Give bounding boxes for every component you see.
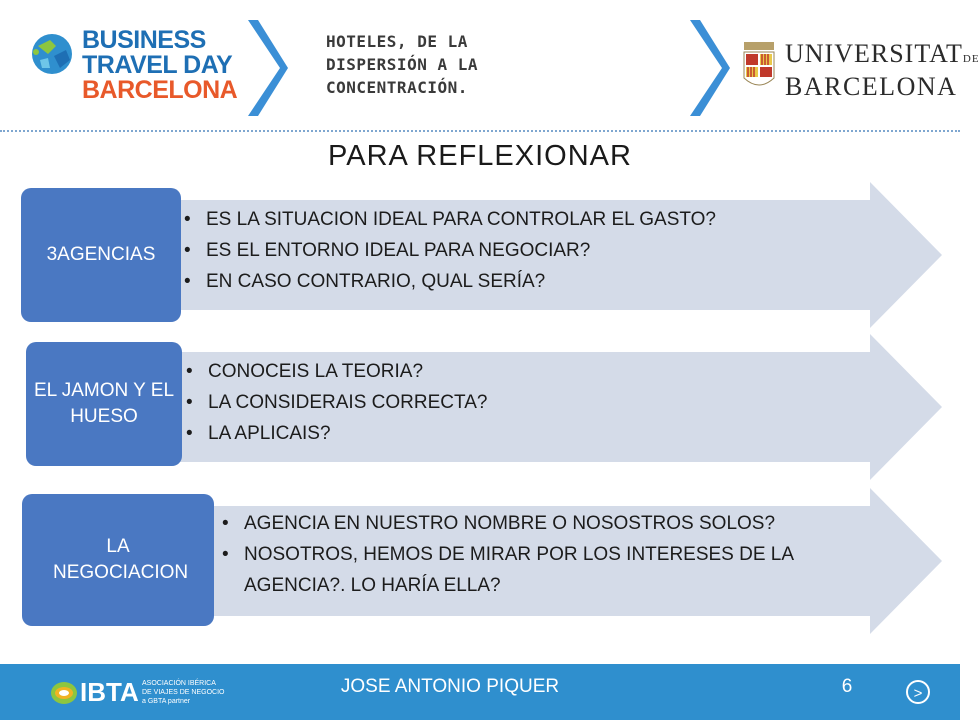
row-2-label-box xyxy=(26,342,182,466)
row-1-label: 3AGENCIAS xyxy=(46,244,156,265)
logo-line-1: BUSINESS xyxy=(82,26,206,54)
slide-title: PARA REFLEXIONAR xyxy=(328,140,632,172)
header-title-line-3: CONCENTRACIÓN. xyxy=(326,78,468,97)
list-item: • LA APLICAIS? xyxy=(186,418,487,449)
logo-line-2: TRAVEL DAY xyxy=(82,51,233,79)
row-2-label: EL JAMON Y EL HUESO xyxy=(33,380,175,427)
list-item: • CONOCEIS LA TEORIA? xyxy=(186,356,487,387)
list-item: • ES LA SITUACION IDEAL PARA CONTROLAR EL GASTO? xyxy=(184,204,716,235)
ibta-brand: IBTA xyxy=(80,677,139,707)
ibta-tagline-line-1: ASOCIACIÓN IBÉRICA xyxy=(142,680,216,687)
header-title xyxy=(326,30,576,99)
header-title-line-2: DISPERSIÓN A LA xyxy=(326,55,478,74)
row-1-label-box xyxy=(21,188,181,322)
ibta-tagline xyxy=(142,679,224,706)
list-item: • AGENCIA EN NUESTRO NOMBRE O NOSOSTROS SOLOS? xyxy=(222,508,872,539)
row-1-bullet-list xyxy=(184,204,716,297)
university-de: DE xyxy=(962,53,980,65)
header-divider xyxy=(0,130,960,132)
page-number: 6 xyxy=(841,676,853,697)
list-item: • ES EL ENTORNO IDEAL PARA NEGOCIAR? xyxy=(184,235,716,266)
business-travel-day-globe-icon xyxy=(30,32,76,76)
row-2-bullet-list xyxy=(186,356,487,449)
business-travel-day-logo xyxy=(82,28,237,103)
ibta-tagline-line-3: a GBTA partner xyxy=(142,698,191,705)
list-item: • NOSOTROS, HEMOS DE MIRAR POR LOS INTERESES DE LA AGENCIA?. LO HARÍA ELLA? xyxy=(222,539,872,601)
header-title-line-1: HOTELES, DE LA xyxy=(326,32,468,51)
list-item: • EN CASO CONTRARIO, QUAL SERÍA? xyxy=(184,266,716,297)
list-item: • LA CONSIDERAIS CORRECTA? xyxy=(186,387,487,418)
row-3-label: LA NEGOCIACION xyxy=(53,536,189,583)
footer-author: JOSE ANTONIO PIQUER xyxy=(340,676,560,697)
university-name-line-1: UNIVERSITAT xyxy=(785,39,963,68)
university-name-line-2: BARCELONA xyxy=(785,72,958,101)
logo-line-3: BARCELONA xyxy=(82,76,238,104)
next-slide-button[interactable]: > xyxy=(906,680,930,704)
chevron-right-icon xyxy=(244,18,284,118)
university-shield-icon xyxy=(742,40,776,92)
ibta-tagline-line-2: DE VIAJES DE NEGOCIO xyxy=(142,689,225,696)
ibta-logo xyxy=(50,676,240,710)
row-3-label-box xyxy=(22,494,214,626)
university-logo-text xyxy=(785,40,980,101)
chevron-right-icon xyxy=(686,18,726,118)
row-3-bullet-list xyxy=(222,508,872,601)
ibta-swirl-icon xyxy=(50,680,78,706)
